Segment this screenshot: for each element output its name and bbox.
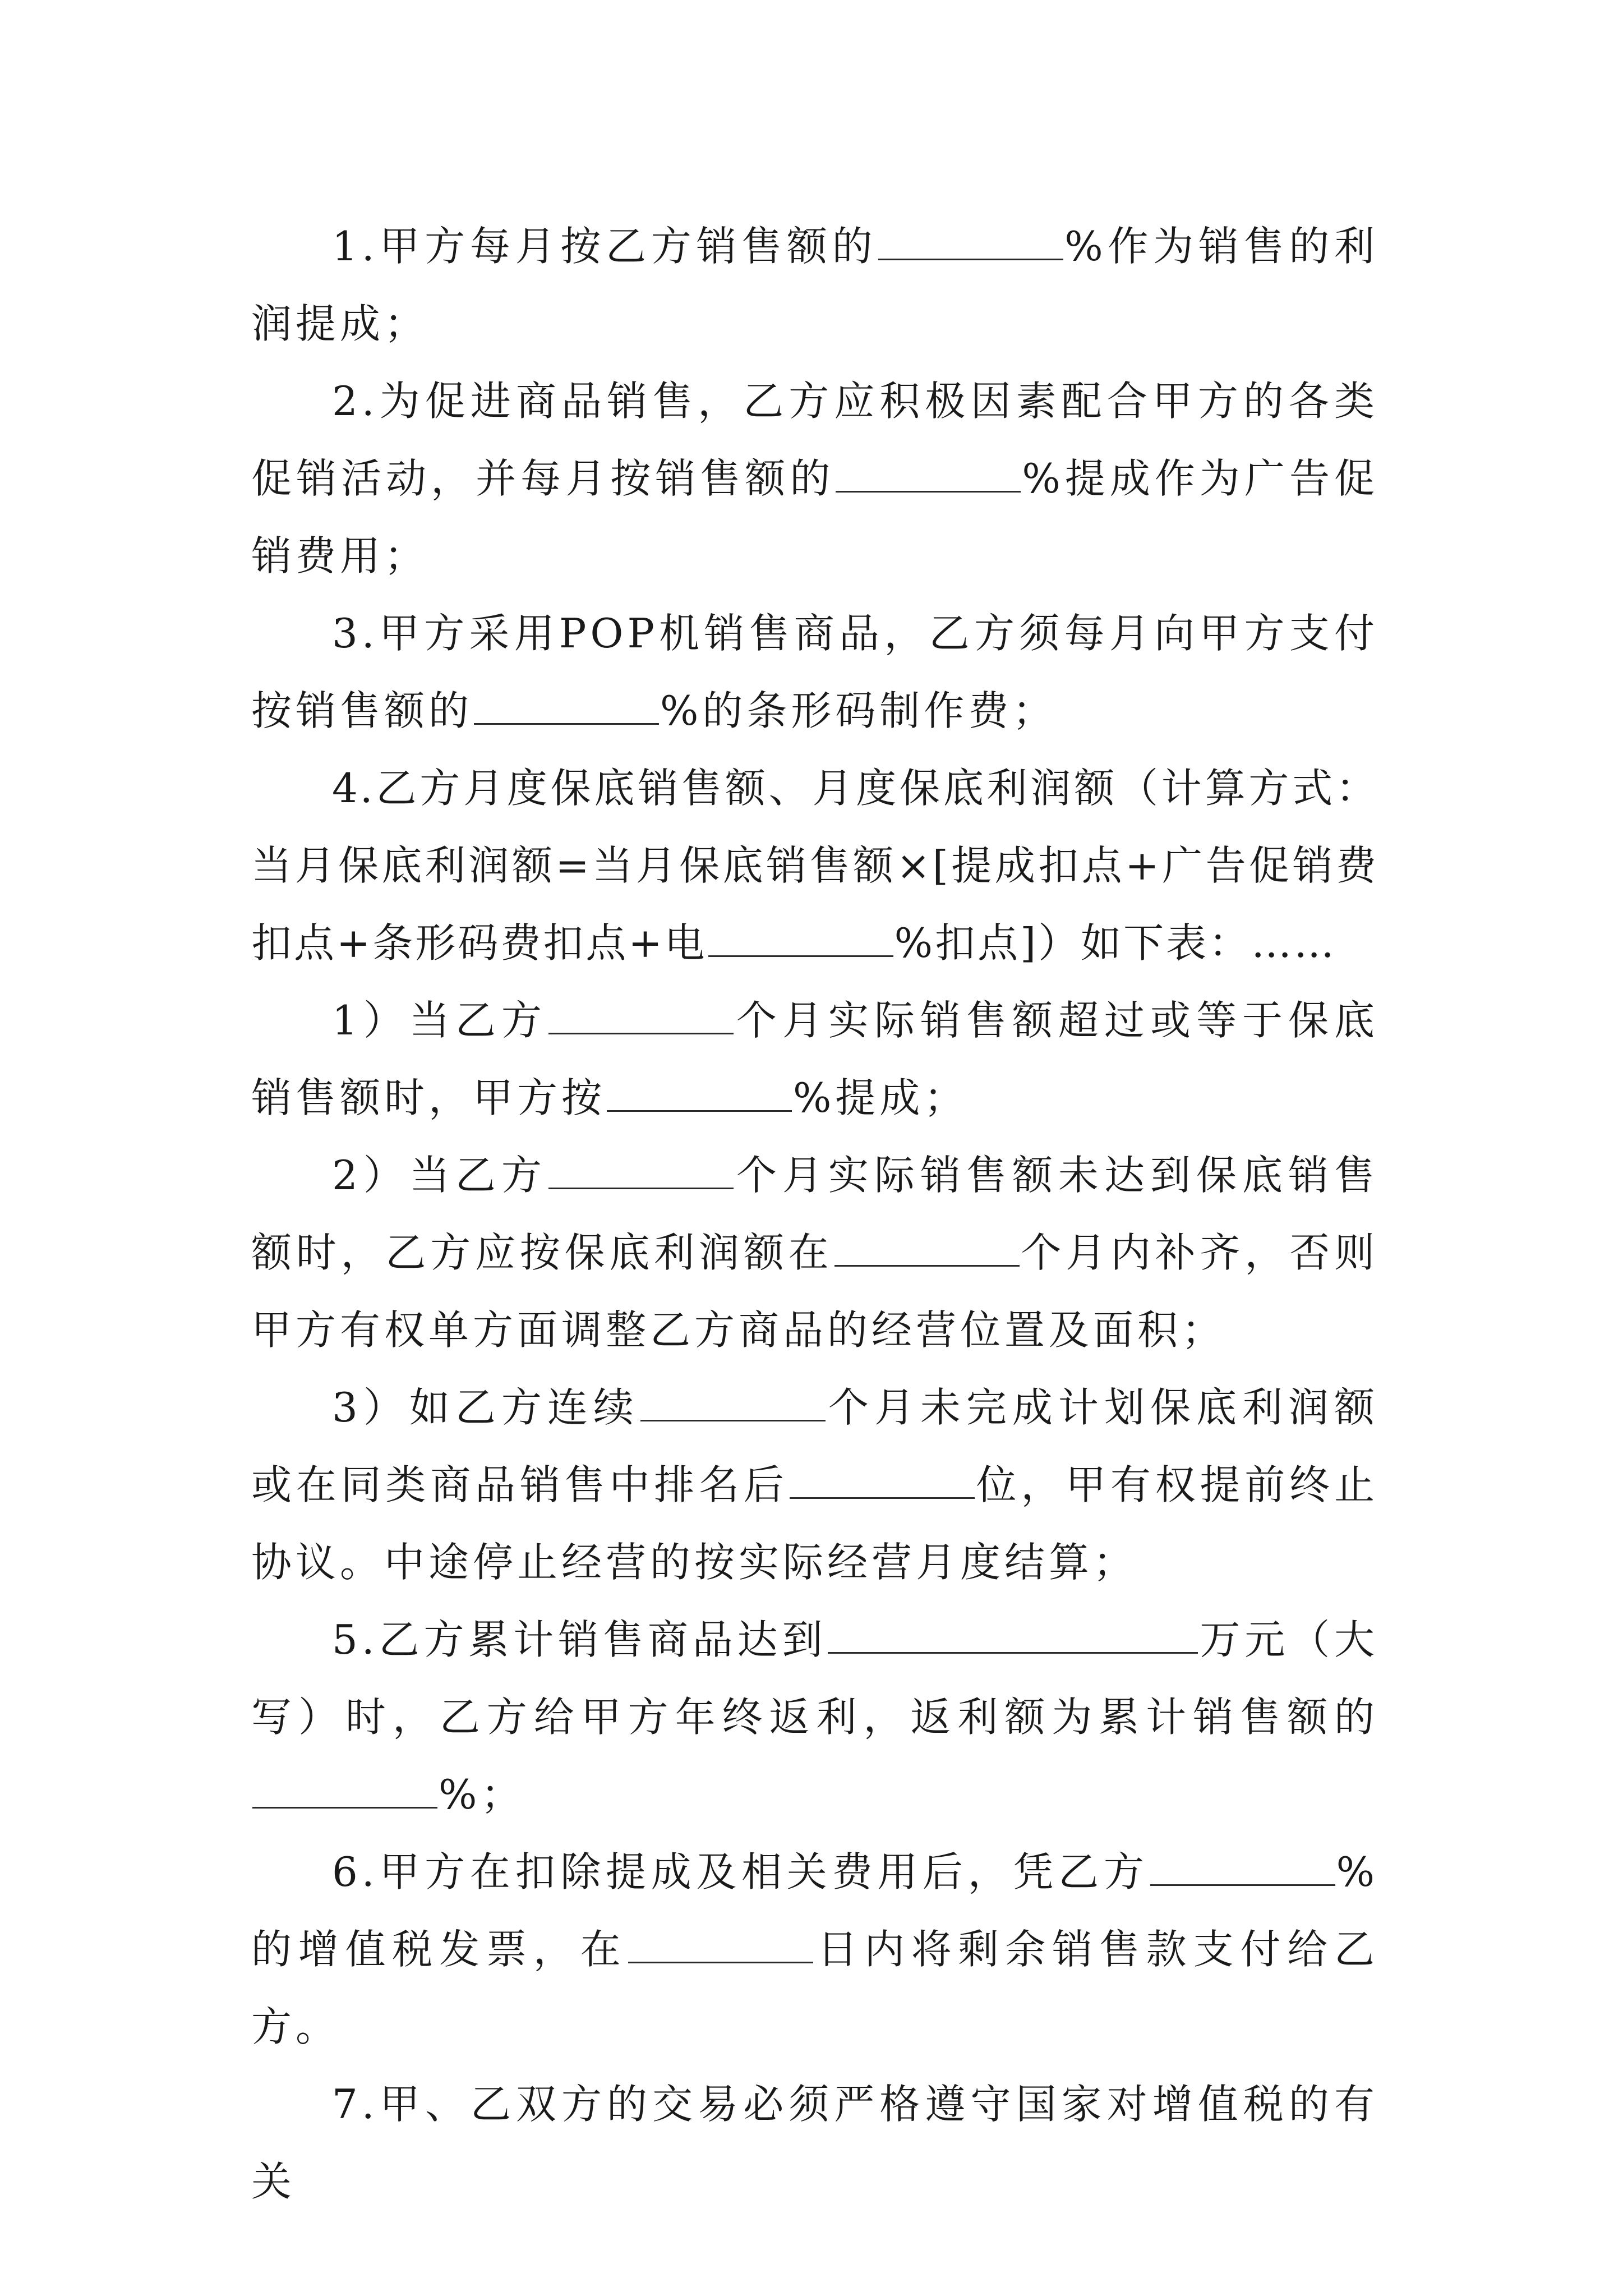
fill-blank bbox=[836, 454, 1021, 493]
sub-2-text-a: 2）当乙方 bbox=[332, 1152, 547, 1199]
clause-3-text-a: 3.甲方采用POP机销售商品，乙方须每月向甲方支付按销售额的 bbox=[251, 610, 1378, 734]
clause-4-text-b: %扣点]）如下表：…… bbox=[894, 919, 1337, 967]
fill-blank bbox=[828, 1615, 1198, 1654]
contract-body bbox=[251, 208, 1378, 2220]
clause-2-text-b: %提成作为广告促销费用； bbox=[251, 455, 1378, 579]
clause-6-text-c: 日内将剩余销售款支付给乙方。 bbox=[251, 1926, 1378, 2050]
fill-blank bbox=[548, 1151, 734, 1189]
sub-3-text-c: 位，甲有权提前终止协议。中途停止经营的按实际经营月度结算； bbox=[251, 1461, 1378, 1586]
clause-6 bbox=[251, 1833, 1378, 2065]
clause-6-text-b: %的增值税发票，在 bbox=[251, 1848, 1378, 1973]
sub-3-text-a: 3）如乙方连续 bbox=[332, 1384, 639, 1431]
fill-blank bbox=[834, 1228, 1020, 1267]
sub-2-text-b: 个月实际销售额未达到保底销售额时，乙方应按保底利润额在 bbox=[251, 1152, 1378, 1276]
clause-2-text-a: 2.为促进商品销售，乙方应积极因素配合甲方的各类促销活动，并每月按销售额的 bbox=[251, 378, 1378, 502]
sub-2-text-c: 个月内补齐，否则甲方有权单方面调整乙方商品的经营位置及面积； bbox=[251, 1229, 1378, 1354]
clause-5-text-a: 5.乙方累计销售商品达到 bbox=[332, 1616, 827, 1663]
clause-4 bbox=[251, 749, 1378, 982]
clause-4-sub-1 bbox=[251, 982, 1378, 1137]
fill-blank bbox=[790, 1460, 975, 1499]
sub-3-text-b: 个月未完成计划保底利润额或在同类商品销售中排名后 bbox=[251, 1384, 1378, 1508]
clause-4-text-a: 4.乙方月度保底销售额、月度保底利润额（计算方式：当月保底利润额=当月保底销售额×[提成扣点+广告促销费扣点+条形码费扣点+电 bbox=[251, 765, 1378, 967]
fill-blank bbox=[878, 222, 1063, 260]
clause-3 bbox=[251, 595, 1378, 749]
clause-1-text-a: 1.甲方每月按乙方销售额的 bbox=[332, 223, 878, 270]
clause-6-text-a: 6.甲方在扣除提成及相关费用后，凭乙方 bbox=[332, 1848, 1149, 1895]
fill-blank bbox=[252, 1770, 437, 1809]
clause-7-text-a: 7.甲、乙双方的交易必须严格遵守国家对增值税的有关 bbox=[251, 2081, 1378, 2205]
clause-5-text-c: %； bbox=[439, 1771, 525, 1818]
fill-blank bbox=[708, 918, 893, 957]
clause-2 bbox=[251, 362, 1378, 595]
fill-blank bbox=[628, 1925, 813, 1963]
sub-1-text-c: %提成； bbox=[793, 1074, 969, 1121]
clause-5 bbox=[251, 1601, 1378, 1833]
fill-blank bbox=[1150, 1847, 1335, 1886]
clause-5-text-b: 万元（大写）时，乙方给甲方年终返利，返利额为累计销售额的 bbox=[251, 1616, 1378, 1741]
clause-4-sub-2 bbox=[251, 1137, 1378, 1369]
fill-blank bbox=[548, 996, 734, 1034]
clause-4-sub-3 bbox=[251, 1369, 1378, 1601]
clause-1-text-b: %作为销售的利润提成； bbox=[251, 223, 1378, 347]
fill-blank bbox=[640, 1383, 826, 1421]
clause-3-text-b: %的条形码制作费； bbox=[660, 687, 1057, 734]
fill-blank bbox=[474, 686, 659, 725]
clause-1 bbox=[251, 208, 1378, 362]
fill-blank bbox=[607, 1073, 792, 1112]
sub-1-text-b: 个月实际销售额超过或等于保底销售额时，甲方按 bbox=[251, 997, 1378, 1121]
clause-7 bbox=[251, 2065, 1378, 2220]
sub-1-text-a: 1）当乙方 bbox=[332, 997, 547, 1044]
